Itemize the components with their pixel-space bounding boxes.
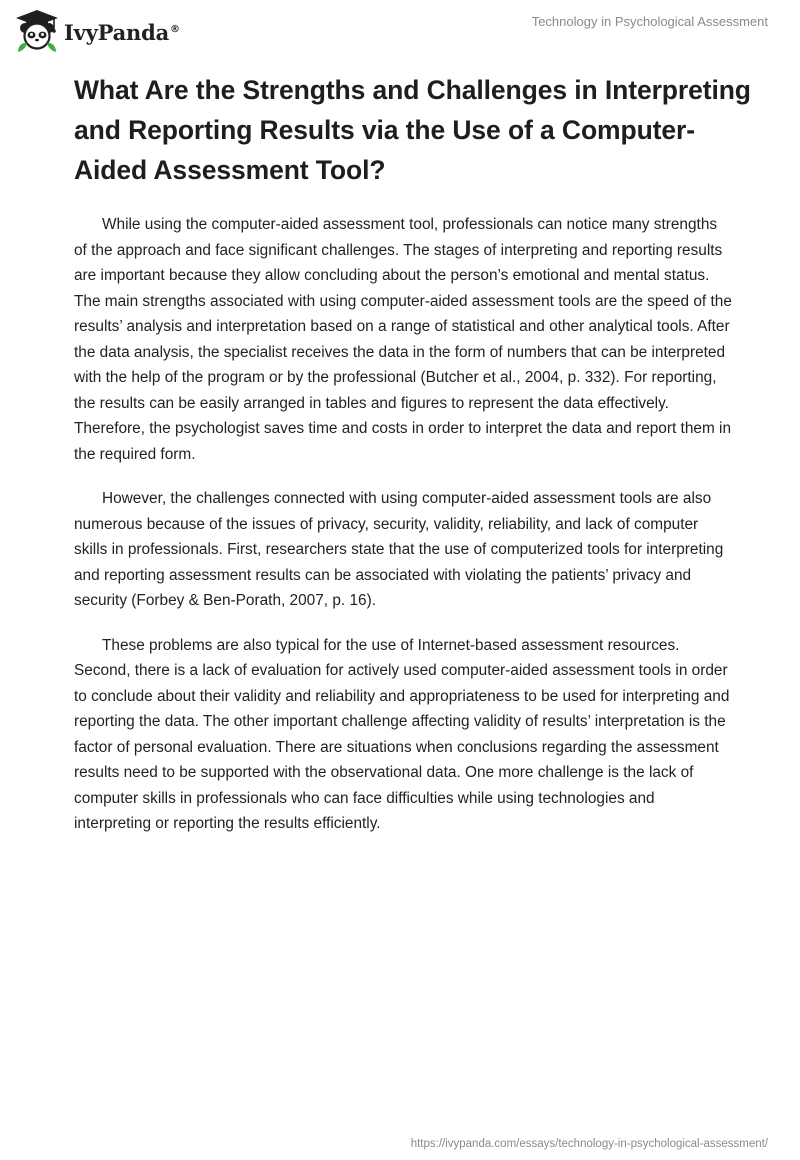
document-title: Technology in Psychological Assessment <box>531 14 768 29</box>
article-body <box>74 212 734 856</box>
page-header <box>0 0 800 60</box>
footer-url[interactable]: https://ivypanda.com/essays/technology-in-psychological-assessment/ <box>410 1138 768 1150</box>
registered-mark: ® <box>170 23 180 35</box>
paragraph-3: These problems are also typical for the use of Internet-based assessment resources. Second, there is a lack of evaluation for actively used computer-aided assessment tools in order to conclude about their validity and reliability and appropriateness to be used for interpreting and reporting the data. The other important challenge affecting validity of results’ interpretation is the factor of personal evaluation. There are situations when conclusions regarding the assessment results need to be supported with the observational data. One more challenge is the lack of computer skills in professionals who can face difficulties while using technologies and interpreting or reporting the results efficiently. <box>74 636 730 832</box>
logo-wordmark: IvyPanda® <box>64 19 180 45</box>
page-title: What Are the Strengths and Challenges in Interpreting and Reporting Results via the Use of a Computer-Aided Assessment Tool? <box>74 75 751 185</box>
paragraph-2: However, the challenges connected with using computer-aided assessment tools are also numerous because of the issues of privacy, security, validity, reliability, and lack of computer skills in professionals. First, researchers state that the use of computerized tools for interpreting and reporting assessment results can be associated with violating the patients’ privacy and security (Forbey & Ben-Porath, 2007, p. 16). <box>74 490 724 609</box>
ivypanda-logo[interactable] <box>14 8 180 54</box>
paragraph-1: While using the computer-aided assessment tool, professionals can notice many strengths of the approach and face significant challenges. The stages of interpreting and reporting results are important because they allow concluding about the person’s emotional and mental status. The main strengths associated with using computer-aided assessment tools are the speed of the results’ analysis and interpretation based on a range of statistical and other analytical tools. After the data analysis, the specialist receives the data in the form of numbers that can be interpreted with the help of the program or by the professional (Butcher et al., 2004, p. 332). For reporting, the results can be easily arranged in tables and figures to represent the data effectively. Therefore, the psychologist saves time and costs in order to interpret the data and report them in the required form. <box>74 216 732 463</box>
panda-logo-icon <box>14 8 60 54</box>
